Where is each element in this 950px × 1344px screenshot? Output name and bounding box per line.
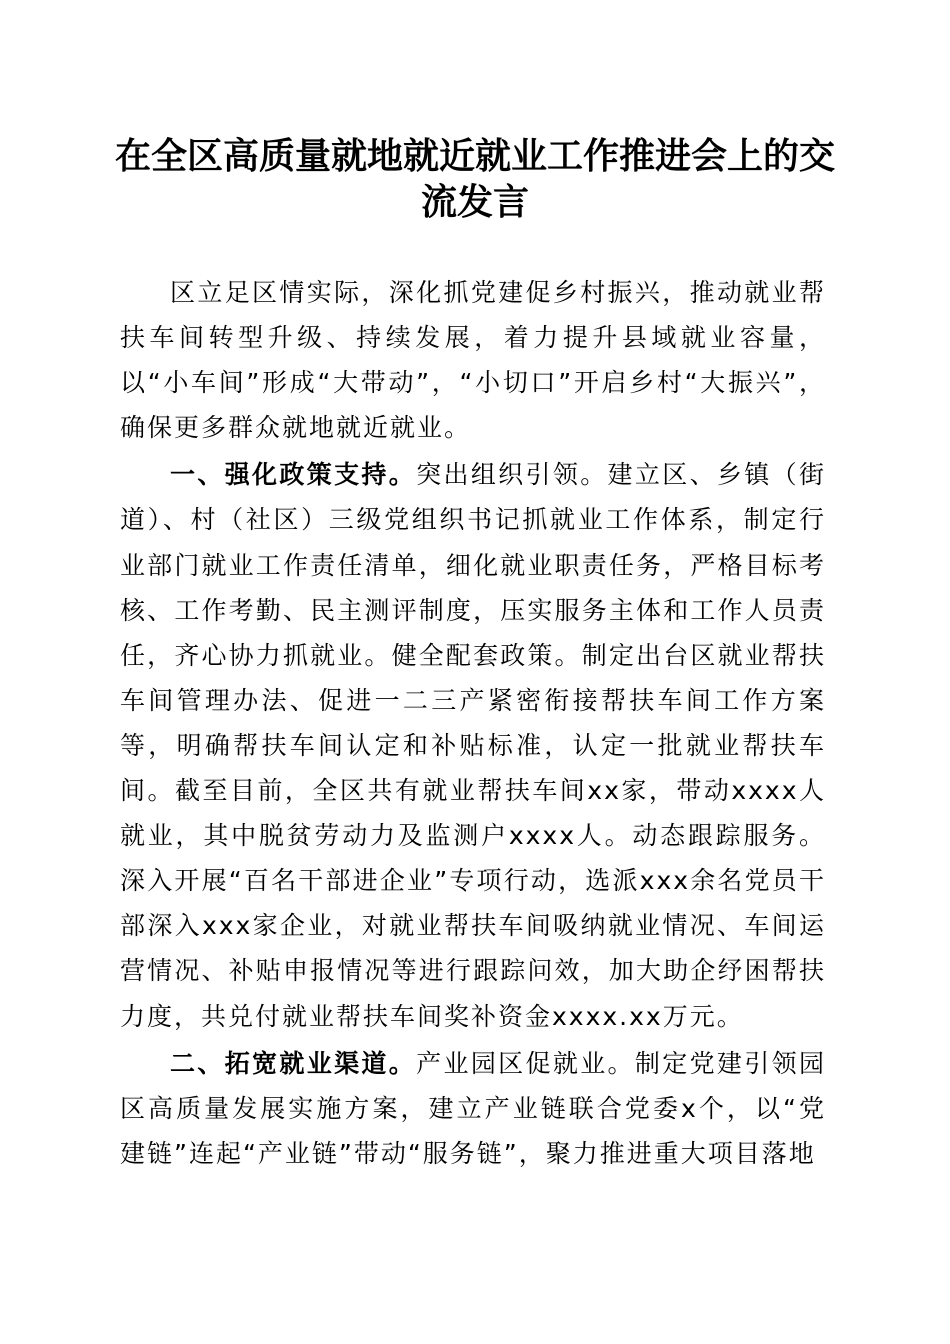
document-body — [120, 270, 826, 1178]
paragraph-intro — [120, 270, 826, 450]
paragraph-heading: 一、强化政策支持。 — [170, 460, 417, 490]
paragraph-text: 区立足区情实际，深化抓党建促乡村振兴，推动就业帮扶车间转型升级、持续发展，着力提升县域就业容量，以“小车间”形成“大带动”，“小切口”开启乡村“大振兴”，确保更多群众就地就近就业。 — [120, 278, 826, 443]
paragraph-policy-support — [120, 452, 826, 1038]
paragraph-heading: 二、拓宽就业渠道。 — [170, 1048, 417, 1078]
paragraph-text: 产业园区促就业。制定党建引领园区高质量发展实施方案，建立产业链联合党委x个，以“党建链”连起“产业链”带动“服务链”，聚力推进重大项目落地 — [120, 1048, 826, 1168]
paragraph-text: 突出组织引领。建立区、乡镇（街道）、村（社区）三级党组织书记抓就业工作体系，制定行业部门就业工作责任清单，细化就业职责任务，严格目标考核、工作考勤、民主测评制度，压实服务主体和工作人员责任，齐心协力抓就业。健全配套政策。制定出台区就业帮扶车间管理办法、促进一二三产紧密衔接帮扶车间工作方案等，明确帮扶车间认定和补贴标准，认定一批就业帮扶车间。截至目前，全区共有就业帮扶车间xx家，带动xxxx人就业，其中脱贫劳动力及监测户xxxx人。动态跟踪服务。深入开展“百名干部进企业”专项行动，选派xxx余名党员干部深入xxx家企业，对就业帮扶车间吸纳就业情况、车间运营情况、补贴申报情况等进行跟踪问效，加大助企纾困帮扶力度，共兑付就业帮扶车间奖补资金xxxx.xx万元。 — [120, 460, 826, 1031]
document-title: 在全区高质量就地就近就业工作推进会上的交流发言 — [114, 135, 835, 223]
paragraph-employment-channels — [120, 1041, 826, 1176]
